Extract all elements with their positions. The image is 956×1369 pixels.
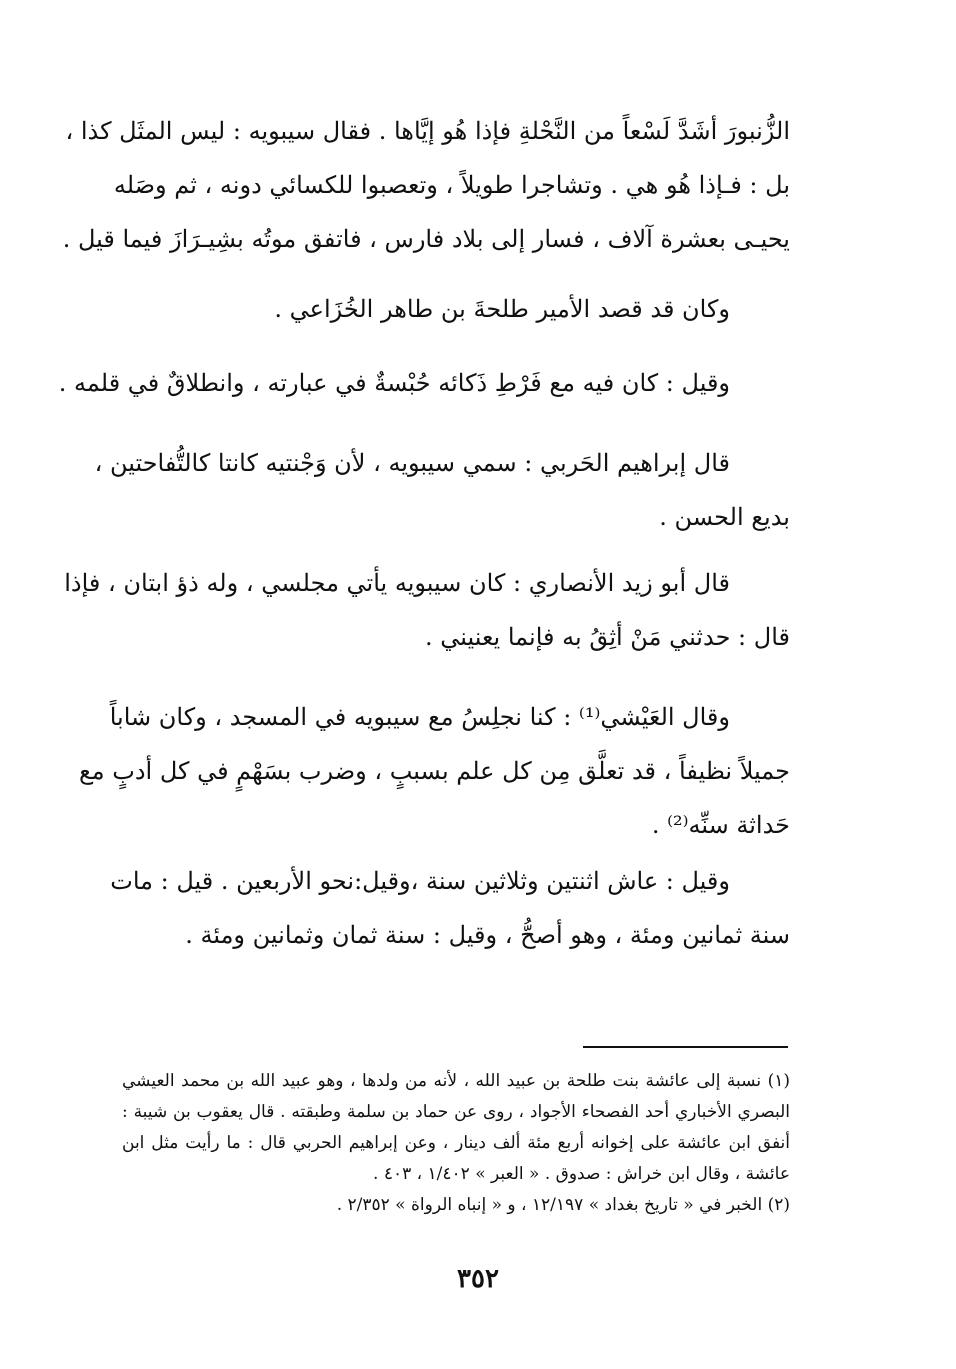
paragraph-1 — [62, 104, 790, 266]
text-line: قال إبراهيم الحَربي : سمي سيبويه ، لأن وَجْنتيه كانتا كالتُّفاحتين ، — [94, 449, 730, 477]
footnote-separator — [583, 1046, 788, 1048]
footnote-line: أنفق ابن عائشة على إخوانه أربع مئة ألف دينار ، وعن إبراهيم الحربي قال : ما رأيت مثل ابن — [122, 1133, 790, 1153]
text-line: وقال العَيْشي⁽¹⁾ : كنا نجلِسُ مع سيبويه في المسجد ، وكان شاباً — [109, 703, 730, 731]
paragraph-2 — [128, 282, 790, 336]
paragraph-4 — [94, 436, 790, 544]
footnotes — [122, 1066, 790, 1221]
text-line: وكان قد قصد الأمير طلحةَ بن طاهر الخُزَاعي . — [274, 295, 730, 323]
footnote-line: البصري الأخباري أحد الفصحاء الأجواد ، روى عن حماد بن سلمة وطبقته . قال يعقوب بن شيبة : — [122, 1102, 791, 1122]
page-number: ٣٥٢ — [457, 1264, 499, 1294]
footnote-line: (١) نسبة إلى عائشة بنت طلحة بن عبيد الله ، لأنه من ولدها ، وهو عبيد الله بن محمد العيشي — [122, 1071, 790, 1091]
paragraph-5 — [64, 556, 790, 664]
paragraph-3 — [58, 356, 790, 410]
footnote-line: عائشة ، وقال ابن خراش : صدوق . « العبر » ١/٤٠٢ ، ٤٠٣ . — [373, 1164, 790, 1184]
text-line: قال : حدثني مَنْ أثِقُ به فإنما يعنيني . — [424, 623, 790, 651]
text-line: سنة ثمانين ومئة ، وهو أصحُّ ، وقيل : سنة ثمان وثمانين ومئة . — [185, 921, 790, 949]
text-line: بل : فـإذا هُو هي . وتشاجرا طويلاً ، وتعصبوا للكسائي دونه ، ثم وصَله — [113, 171, 790, 199]
text-line: بديع الحسن . — [659, 503, 790, 531]
text-line: قال أبو زيد الأنصاري : كان سيبويه يأتي مجلسي ، وله ذؤ ابتان ، فإذا — [64, 569, 730, 597]
text-line: وقيل : كان فيه مع فَرْطِ ذَكائه حُبْسةٌ في عبارته ، وانطلاقٌ في قلمه . — [58, 369, 730, 397]
text-line: الزُّنبورَ أشَدَّ لَسْعاً من النَّحْلةِ فإذا هُو إيَّاها . فقال سيبويه : ليس المثَل كذا ، — [65, 117, 790, 145]
footnote-line: (٢) الخبر في « تاريخ بغداد » ١٢/١٩٧ ، و « إنباه الرواة » ٢/٣٥٢ . — [336, 1195, 790, 1215]
text-line: جميلاً نظيفاً ، قد تعلَّق مِن كل علم بسببٍ ، وضرب بسَهْمٍ في كل أدبٍ مع — [79, 757, 790, 785]
text-line: حَداثة سنِّه⁽²⁾ . — [651, 811, 790, 839]
text-line: وقيل : عاش اثنتين وثلاثين سنة ،وقيل:نحو الأربعين . قيل : مات — [110, 867, 730, 895]
text-line: يحيـى بعشرة آلاف ، فسار إلى بلاد فارس ، فاتفق موتُه بشِيـرَازَ فيما قيل . — [62, 225, 790, 253]
paragraph-7 — [110, 854, 790, 962]
paragraph-6 — [79, 690, 790, 852]
